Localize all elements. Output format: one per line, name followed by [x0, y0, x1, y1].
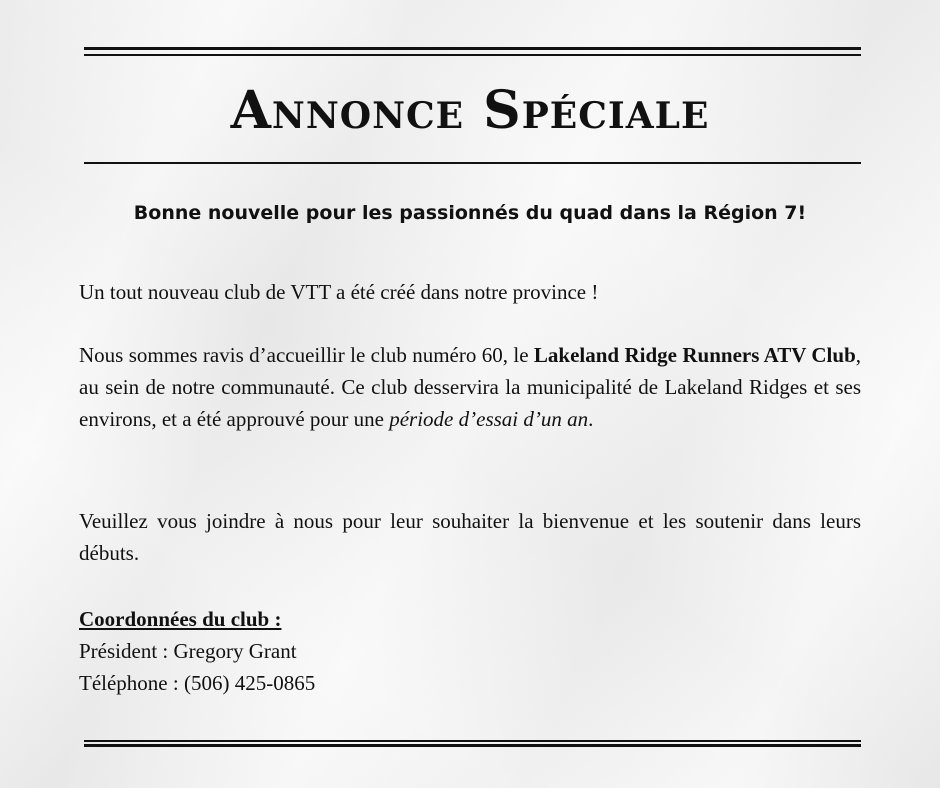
bottom-double-rule-thick	[84, 744, 861, 747]
club-name: Lakeland Ridge Runners ATV Club	[533, 343, 856, 367]
bottom-double-rule-thin	[84, 740, 861, 742]
top-double-rule-thin	[84, 54, 861, 56]
intro-paragraph: Un tout nouveau club de VTT a été créé dans notre province !	[79, 280, 599, 304]
contact-section	[79, 603, 861, 699]
top-double-rule-thick	[84, 47, 861, 50]
welcome-paragraph: Veuillez vous joindre à nous pour leur souhaiter la bienvenue et les soutenir dans leurs débuts.	[79, 509, 861, 565]
club-details-text-3: .	[588, 407, 594, 431]
trial-period: période d’essai d’un an	[389, 407, 589, 431]
club-details-text-2: , au sein de notre communauté. Ce club desservira la municipalité de Lakeland Ridges et ses environs, et a été approuvé pour une	[79, 343, 861, 431]
announcement-title: Annonce Spéciale	[230, 80, 710, 141]
contact-heading: Coordonnées du club :	[79, 607, 282, 631]
contact-president: Président : Gregory Grant	[79, 639, 297, 663]
contact-phone: Téléphone : (506) 425-0865	[79, 671, 316, 695]
title-underline-rule	[84, 162, 861, 164]
club-details-paragraph	[79, 339, 861, 435]
club-details-text-1: Nous sommes ravis d’accueillir le club numéro 60, le	[79, 343, 534, 367]
announcement-subtitle: Bonne nouvelle pour les passionnés du quad dans la Région 7!	[133, 202, 807, 224]
